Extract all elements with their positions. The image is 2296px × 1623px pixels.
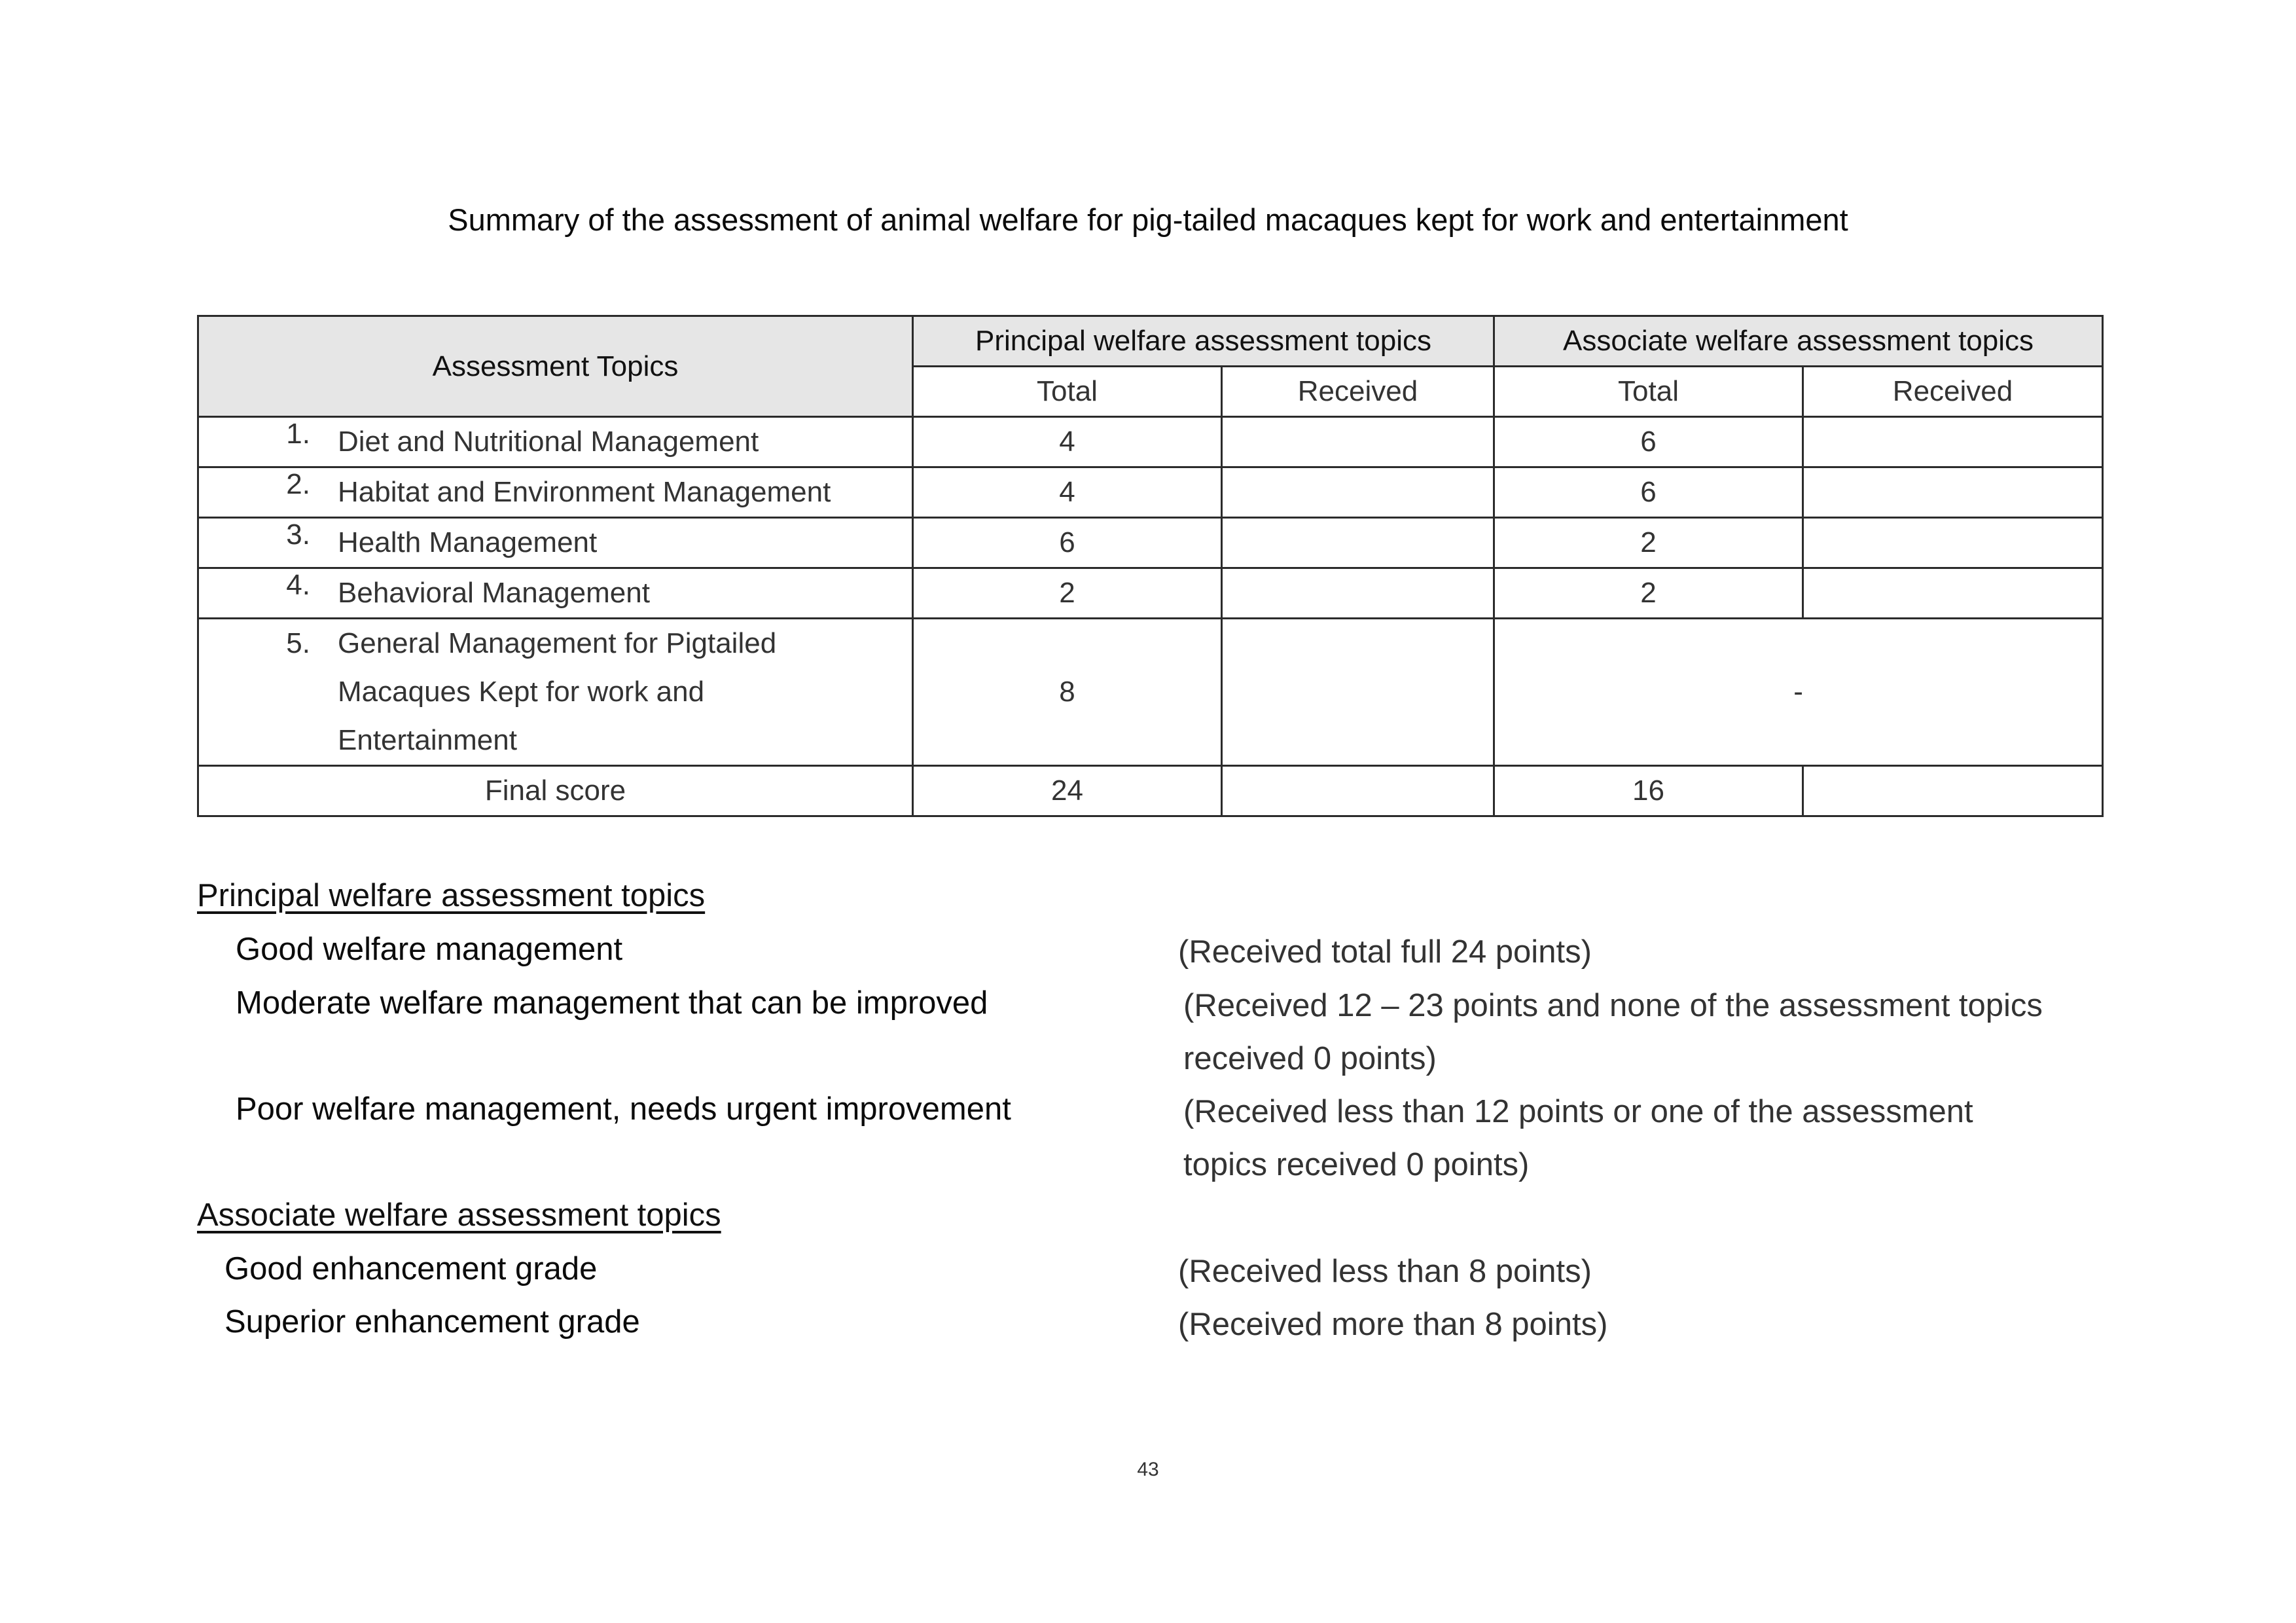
good-welfare-label: Good welfare management — [236, 932, 623, 967]
associate-received-cell — [1803, 467, 2103, 518]
principal-total-cell: 4 — [913, 417, 1222, 467]
associate-total-cell: 2 — [1494, 568, 1803, 619]
principal-received-cell — [1222, 518, 1494, 568]
poor-welfare-criteria — [1183, 1085, 1973, 1192]
header-associate-total: Total — [1494, 367, 1803, 417]
row-number: 5. — [286, 627, 310, 659]
poor-welfare-label: Poor welfare management, needs urgent improvement — [236, 1091, 1011, 1127]
moderate-criteria-line-2: received 0 points) — [1183, 1041, 1437, 1076]
row-number: 3. — [286, 519, 310, 551]
table-row — [198, 518, 2103, 568]
final-principal-total: 24 — [913, 766, 1222, 816]
topic-name-line-3: Entertainment — [338, 724, 517, 756]
page-title: Summary of the assessment of animal welfare for pig-tailed macaques kept for work and entertainment — [448, 202, 1848, 237]
topic-name: Habitat and Environment Management — [338, 476, 831, 508]
table-row — [198, 467, 2103, 518]
row-number: 4. — [286, 569, 310, 601]
moderate-welfare-criteria — [1183, 979, 2043, 1085]
associate-received-cell — [1803, 518, 2103, 568]
good-enhancement-label: Good enhancement grade — [224, 1251, 598, 1286]
topic-name: Behavioral Management — [338, 577, 650, 609]
moderate-criteria-line-1: (Received 12 – 23 points and none of the assessment topics — [1183, 988, 2043, 1023]
principal-total-cell: 8 — [913, 619, 1222, 766]
header-associate-topics: Associate welfare assessment topics — [1494, 316, 2103, 367]
table-row — [198, 417, 2103, 467]
principal-total-cell: 2 — [913, 568, 1222, 619]
table-row — [198, 619, 2103, 766]
table-row — [198, 568, 2103, 619]
page-number: 43 — [1137, 1459, 1159, 1480]
row-number: 2. — [286, 468, 310, 500]
associate-topics-heading: Associate welfare assessment topics — [197, 1197, 721, 1233]
final-score-row — [198, 766, 2103, 816]
header-principal-total: Total — [913, 367, 1222, 417]
moderate-welfare-label: Moderate welfare management that can be improved — [236, 985, 988, 1021]
header-principal-topics: Principal welfare assessment topics — [913, 316, 1494, 367]
associate-received-cell — [1803, 417, 2103, 467]
associate-total-cell: 6 — [1494, 467, 1803, 518]
principal-received-cell — [1222, 619, 1494, 766]
associate-received-cell — [1803, 568, 2103, 619]
final-associate-received — [1803, 766, 2103, 816]
final-principal-received — [1222, 766, 1494, 816]
associate-not-applicable-cell: - — [1494, 619, 2103, 766]
superior-enhancement-label: Superior enhancement grade — [224, 1304, 640, 1340]
principal-received-cell — [1222, 568, 1494, 619]
principal-received-cell — [1222, 417, 1494, 467]
row-number: 1. — [286, 418, 310, 450]
final-associate-total: 16 — [1494, 766, 1803, 816]
final-score-label: Final score — [198, 766, 913, 816]
principal-total-cell: 4 — [913, 467, 1222, 518]
header-principal-received: Received — [1222, 367, 1494, 417]
topic-name: Health Management — [338, 526, 598, 558]
assessment-summary-table — [197, 315, 2104, 817]
header-associate-received: Received — [1803, 367, 2103, 417]
topic-name: Diet and Nutritional Management — [338, 426, 759, 458]
principal-topics-heading: Principal welfare assessment topics — [197, 878, 706, 913]
topic-name-line-2: Macaques Kept for work and — [338, 676, 705, 708]
topic-name-line-1: General Management for Pigtailed — [338, 627, 777, 659]
header-assessment-topics: Assessment Topics — [198, 316, 913, 417]
good-welfare-criteria: (Received total full 24 points) — [1178, 934, 1592, 970]
superior-enhancement-criteria: (Received more than 8 points) — [1178, 1307, 1608, 1342]
poor-criteria-line-2: topics received 0 points) — [1183, 1147, 1530, 1182]
principal-received-cell — [1222, 467, 1494, 518]
poor-criteria-line-1: (Received less than 12 points or one of the assessment — [1183, 1094, 1973, 1129]
good-enhancement-criteria: (Received less than 8 points) — [1178, 1254, 1592, 1289]
associate-total-cell: 2 — [1494, 518, 1803, 568]
principal-total-cell: 6 — [913, 518, 1222, 568]
associate-total-cell: 6 — [1494, 417, 1803, 467]
